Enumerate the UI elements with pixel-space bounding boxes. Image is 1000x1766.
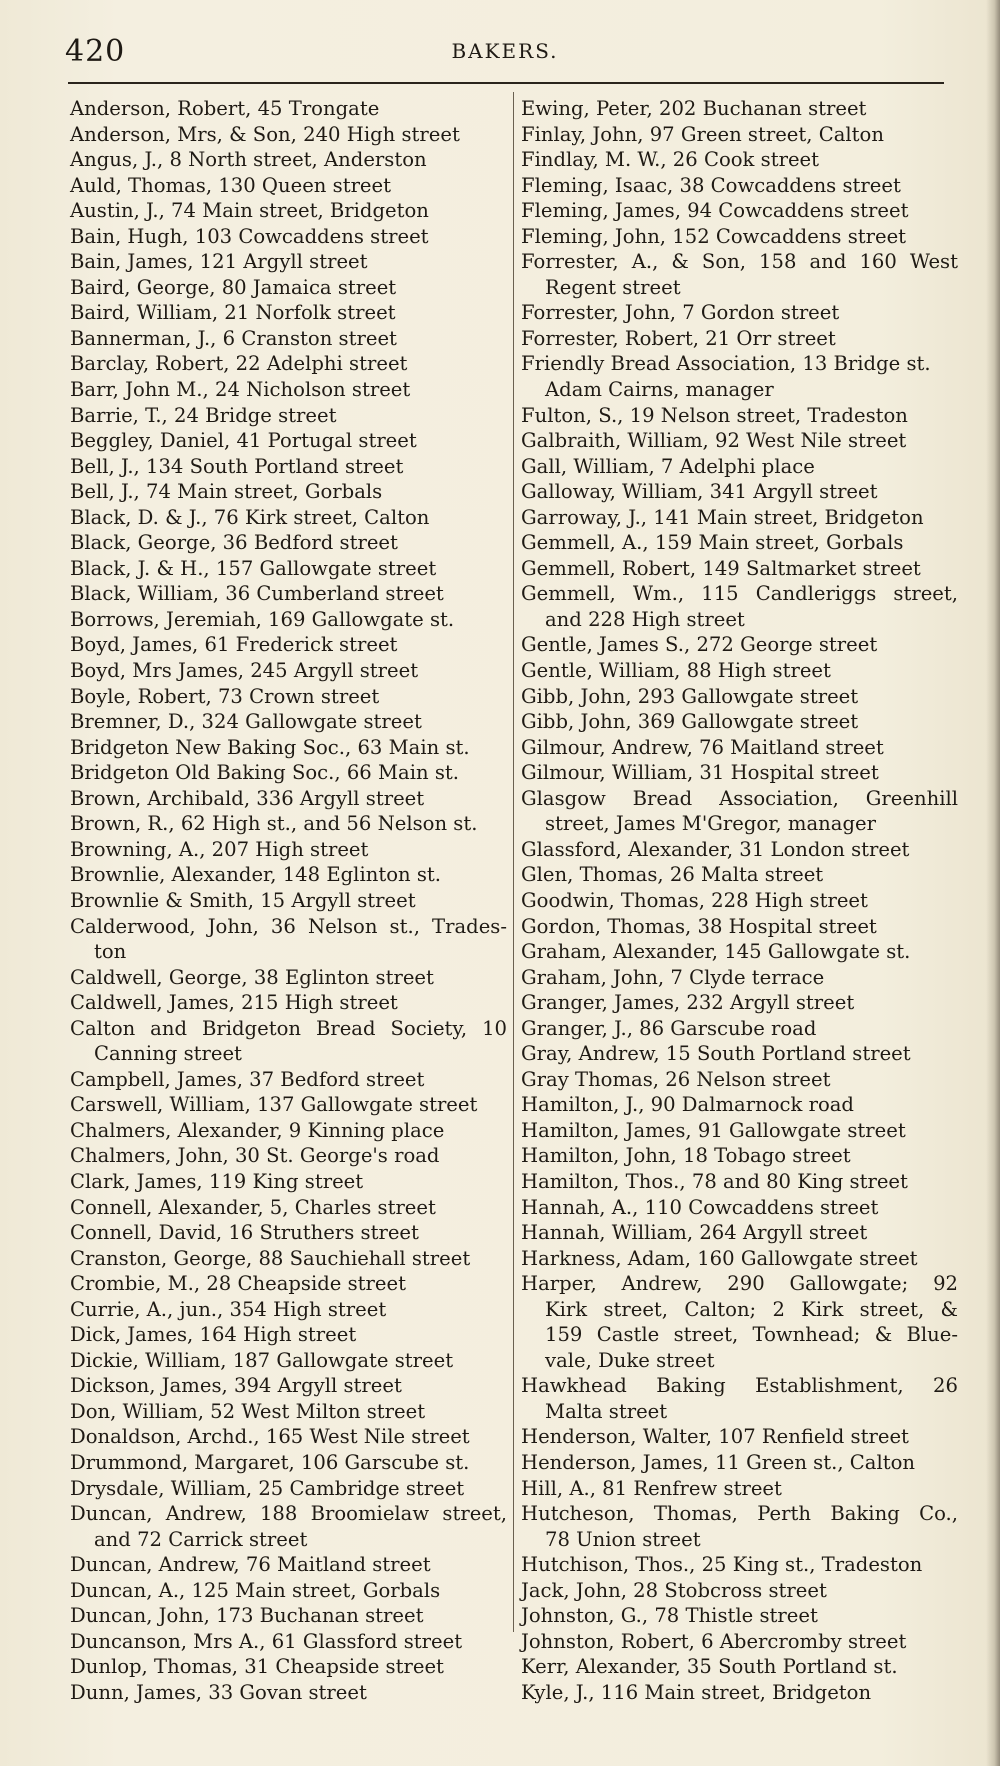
directory-entry: Barrie, T., 24 Bridge street bbox=[70, 403, 337, 427]
directory-entry: Clark, James, 119 King street bbox=[70, 1169, 364, 1193]
directory-entry: Granger, James, 232 Argyll street bbox=[521, 991, 855, 1015]
directory-entry: Bremner, D., 324 Gallowgate street bbox=[70, 710, 422, 734]
directory-entry: Calton and Bridgeton Bread Society, 10 bbox=[70, 1016, 507, 1040]
directory-entry: Browning, A., 207 High street bbox=[70, 837, 369, 861]
directory-entry: Anderson, Mrs, & Son, 240 High street bbox=[70, 122, 460, 146]
directory-entry: Kyle, J., 116 Main street, Bridgeton bbox=[521, 1680, 872, 1704]
directory-entry: Forrester, John, 7 Gordon street bbox=[521, 301, 840, 325]
directory-entry: Baird, George, 80 Jamaica street bbox=[70, 275, 397, 299]
directory-entry: Hamilton, John, 18 Tobago street bbox=[521, 1144, 851, 1168]
entry-continuation: 159 Castle street, Townhead; & Blue- bbox=[545, 1323, 958, 1347]
directory-entry: Dickson, James, 394 Argyll street bbox=[70, 1374, 402, 1398]
directory-entry: Currie, A., jun., 354 High street bbox=[70, 1297, 387, 1321]
directory-entry: Fleming, Isaac, 38 Cowcaddens street bbox=[521, 173, 901, 197]
directory-entry: Boyle, Robert, 73 Crown street bbox=[70, 684, 380, 708]
directory-entry: Bain, Hugh, 103 Cowcaddens street bbox=[70, 224, 429, 248]
entry-continuation: street, James M'Gregor, manager bbox=[545, 812, 876, 836]
entry-continuation: and 228 High street bbox=[545, 607, 745, 631]
page-number: 420 bbox=[65, 34, 126, 69]
directory-entry: Dickie, William, 187 Gallowgate street bbox=[70, 1348, 454, 1372]
directory-entry: Henderson, James, 11 Green st., Calton bbox=[521, 1450, 916, 1474]
directory-entry: Fulton, S., 19 Nelson street, Tradeston bbox=[521, 403, 908, 427]
directory-entry: Black, D. & J., 76 Kirk street, Calton bbox=[70, 505, 430, 529]
directory-entry: Hannah, William, 264 Argyll street bbox=[521, 1221, 868, 1245]
directory-entry: Bridgeton Old Baking Soc., 66 Main st. bbox=[70, 761, 459, 785]
directory-entry: Gentle, William, 88 High street bbox=[521, 659, 831, 683]
entry-continuation: 78 Union street bbox=[545, 1527, 701, 1551]
directory-entry: Duncan, A., 125 Main street, Gorbals bbox=[70, 1578, 441, 1602]
directory-entry: Gray Thomas, 26 Nelson street bbox=[521, 1067, 831, 1091]
directory-entry: Baird, William, 21 Norfolk street bbox=[70, 301, 396, 325]
entry-continuation: Malta street bbox=[545, 1399, 668, 1423]
directory-entry: Johnston, G., 78 Thistle street bbox=[521, 1604, 818, 1628]
directory-entry: Don, William, 52 West Milton street bbox=[70, 1399, 426, 1423]
directory-entry: Auld, Thomas, 130 Queen street bbox=[70, 173, 392, 197]
directory-entry: Caldwell, George, 38 Eglinton street bbox=[70, 965, 434, 989]
directory-entry: Connell, Alexander, 5, Charles street bbox=[70, 1195, 436, 1219]
directory-entry: Jack, John, 28 Stobcross street bbox=[521, 1578, 827, 1602]
directory-entry: Hamilton, J., 90 Dalmarnock road bbox=[521, 1093, 854, 1117]
directory-entry: Campbell, James, 37 Bedford street bbox=[70, 1067, 425, 1091]
directory-entry: Connell, David, 16 Struthers street bbox=[70, 1221, 419, 1245]
entry-continuation: Regent street bbox=[545, 275, 681, 299]
directory-entry: Dick, James, 164 High street bbox=[70, 1323, 357, 1347]
directory-entry: Drummond, Margaret, 106 Garscube st. bbox=[70, 1450, 470, 1474]
directory-entry: Anderson, Robert, 45 Trongate bbox=[70, 97, 380, 120]
entry-continuation: and 72 Carrick street bbox=[94, 1527, 308, 1551]
directory-entry: Glen, Thomas, 26 Malta street bbox=[521, 863, 824, 887]
directory-entry: Bannerman, J., 6 Cranston street bbox=[70, 326, 397, 350]
directory-entry: Findlay, M. W., 26 Cook street bbox=[521, 148, 820, 172]
directory-entry: Angus, J., 8 North street, Anderston bbox=[70, 148, 427, 172]
directory-entry: Kerr, Alexander, 35 South Portland st. bbox=[521, 1655, 898, 1679]
directory-entry: Borrows, Jeremiah, 169 Gallowgate st. bbox=[70, 607, 455, 631]
directory-entry: Gibb, John, 293 Gallowgate street bbox=[521, 684, 859, 708]
directory-entry: Hill, A., 81 Renfrew street bbox=[521, 1476, 782, 1500]
directory-entry: Bell, J., 134 South Portland street bbox=[70, 454, 404, 478]
directory-entry: Forrester, Robert, 21 Orr street bbox=[521, 326, 836, 350]
running-head: BAKERS. bbox=[451, 39, 559, 63]
directory-entry: Cranston, George, 88 Sauchiehall street bbox=[70, 1246, 471, 1270]
page-edge-shadow bbox=[986, 0, 1000, 1766]
directory-entry: Dunn, James, 33 Govan street bbox=[70, 1680, 367, 1704]
directory-entry: Gall, William, 7 Adelphi place bbox=[521, 454, 815, 478]
entry-continuation: vale, Duke street bbox=[545, 1348, 715, 1372]
directory-entry: Boyd, Mrs James, 245 Argyll street bbox=[70, 659, 419, 683]
directory-entry: Galloway, William, 341 Argyll street bbox=[521, 480, 878, 504]
directory-entry: Bain, James, 121 Argyll street bbox=[70, 250, 368, 274]
directory-entry: Hutchison, Thos., 25 King st., Tradeston bbox=[521, 1553, 923, 1577]
directory-entry: Brown, R., 62 High st., and 56 Nelson st. bbox=[70, 812, 478, 836]
directory-entry: Glassford, Alexander, 31 London street bbox=[521, 837, 910, 861]
directory-entry: Gibb, John, 369 Gallowgate street bbox=[521, 710, 859, 734]
directory-entry: Barr, John M., 24 Nicholson street bbox=[70, 378, 411, 402]
directory-entry: Friendly Bread Association, 13 Bridge st. bbox=[521, 352, 931, 376]
directory-entry: Galbraith, William, 92 West Nile street bbox=[521, 429, 907, 453]
directory-entry: Glasgow Bread Association, Greenhill bbox=[521, 786, 958, 810]
directory-entry: Garroway, J., 141 Main street, Bridgeton bbox=[521, 505, 924, 529]
directory-entry: Gemmell, A., 159 Main street, Gorbals bbox=[521, 531, 904, 555]
directory-entry: Gilmour, Andrew, 76 Maitland street bbox=[521, 735, 884, 759]
directory-entry: Brown, Archibald, 336 Argyll street bbox=[70, 786, 425, 810]
directory-entry: Hutcheson, Thomas, Perth Baking Co., bbox=[521, 1502, 958, 1526]
directory-entry: Bell, J., 74 Main street, Gorbals bbox=[70, 480, 383, 504]
directory-entry: Austin, J., 74 Main street, Bridgeton bbox=[70, 199, 429, 223]
directory-entry: Black, George, 36 Bedford street bbox=[70, 531, 398, 555]
directory-entry: Calderwood, John, 36 Nelson st., Trades- bbox=[70, 914, 507, 938]
directory-entry: Carswell, William, 137 Gallowgate street bbox=[70, 1093, 478, 1117]
directory-entry: Johnston, Robert, 6 Abercromby street bbox=[521, 1629, 907, 1653]
directory-entry: Black, William, 36 Cumberland street bbox=[70, 582, 444, 606]
directory-entry: Graham, Alexander, 145 Gallowgate st. bbox=[521, 940, 911, 964]
directory-entry: Hawkhead Baking Establishment, 26 bbox=[521, 1374, 958, 1398]
page-header bbox=[65, 30, 945, 80]
directory-entry: Duncan, John, 173 Buchanan street bbox=[70, 1604, 424, 1628]
header-rule bbox=[68, 82, 944, 84]
directory-entry: Gray, Andrew, 15 South Portland street bbox=[521, 1042, 911, 1066]
directory-entry: Brownlie & Smith, 15 Argyll street bbox=[70, 888, 416, 912]
directory-entry: Gentle, James S., 272 George street bbox=[521, 633, 878, 657]
directory-entry: Hamilton, James, 91 Gallowgate street bbox=[521, 1118, 906, 1142]
directory-entry: Duncan, Andrew, 76 Maitland street bbox=[70, 1553, 431, 1577]
directory-entry: Gilmour, William, 31 Hospital street bbox=[521, 761, 879, 785]
directory-entry: Goodwin, Thomas, 228 High street bbox=[521, 888, 868, 912]
directory-entry: Black, J. & H., 157 Gallowgate street bbox=[70, 556, 437, 580]
directory-entry: Barclay, Robert, 22 Adelphi street bbox=[70, 352, 408, 376]
directory-entry: Duncanson, Mrs A., 61 Glassford street bbox=[70, 1629, 463, 1653]
directory-entry: Ewing, Peter, 202 Buchanan street bbox=[521, 97, 867, 120]
directory-entry: Drysdale, William, 25 Cambridge street bbox=[70, 1476, 465, 1500]
directory-entry: Gemmell, Wm., 115 Candleriggs street, bbox=[521, 582, 958, 606]
left-column bbox=[70, 96, 507, 1705]
entry-continuation: ton bbox=[94, 940, 127, 964]
directory-entry: Forrester, A., & Son, 158 and 160 West bbox=[521, 250, 958, 274]
directory-entry: Brownlie, Alexander, 148 Eglinton st. bbox=[70, 863, 442, 887]
directory-entry: Beggley, Daniel, 41 Portugal street bbox=[70, 429, 417, 453]
directory-entry: Donaldson, Archd., 165 West Nile street bbox=[70, 1425, 470, 1449]
column-divider bbox=[513, 92, 514, 1632]
directory-entry: Harper, Andrew, 290 Gallowgate; 92 bbox=[521, 1272, 958, 1296]
directory-entry: Boyd, James, 61 Frederick street bbox=[70, 633, 398, 657]
directory-entry: Gemmell, Robert, 149 Saltmarket street bbox=[521, 556, 921, 580]
directory-entry: Harkness, Adam, 160 Gallowgate street bbox=[521, 1246, 918, 1270]
directory-entry: Caldwell, James, 215 High street bbox=[70, 991, 398, 1015]
directory-entry: Henderson, Walter, 107 Renfield street bbox=[521, 1425, 909, 1449]
directory-entry: Fleming, John, 152 Cowcaddens street bbox=[521, 224, 907, 248]
directory-entry: Granger, J., 86 Garscube road bbox=[521, 1016, 817, 1040]
entry-continuation: Adam Cairns, manager bbox=[545, 378, 774, 402]
directory-entry: Gordon, Thomas, 38 Hospital street bbox=[521, 914, 877, 938]
entry-continuation: Canning street bbox=[94, 1042, 242, 1066]
directory-entry: Hamilton, Thos., 78 and 80 King street bbox=[521, 1169, 908, 1193]
directory-entry: Chalmers, John, 30 St. George's road bbox=[70, 1144, 440, 1168]
directory-entry: Graham, John, 7 Clyde terrace bbox=[521, 965, 825, 989]
entry-continuation: Kirk street, Calton; 2 Kirk street, & bbox=[545, 1297, 958, 1321]
directory-entry: Duncan, Andrew, 188 Broomielaw street, bbox=[70, 1502, 507, 1526]
directory-entry: Dunlop, Thomas, 31 Cheapside street bbox=[70, 1655, 444, 1679]
directory-entry: Fleming, James, 94 Cowcaddens street bbox=[521, 199, 909, 223]
directory-entry: Crombie, M., 28 Cheapside street bbox=[70, 1272, 406, 1296]
directory-entry: Hannah, A., 110 Cowcaddens street bbox=[521, 1195, 879, 1219]
directory-entry: Chalmers, Alexander, 9 Kinning place bbox=[70, 1118, 445, 1142]
directory-entry: Bridgeton New Baking Soc., 63 Main st. bbox=[70, 735, 470, 759]
directory-entry: Finlay, John, 97 Green street, Calton bbox=[521, 122, 884, 146]
right-column bbox=[521, 96, 958, 1705]
